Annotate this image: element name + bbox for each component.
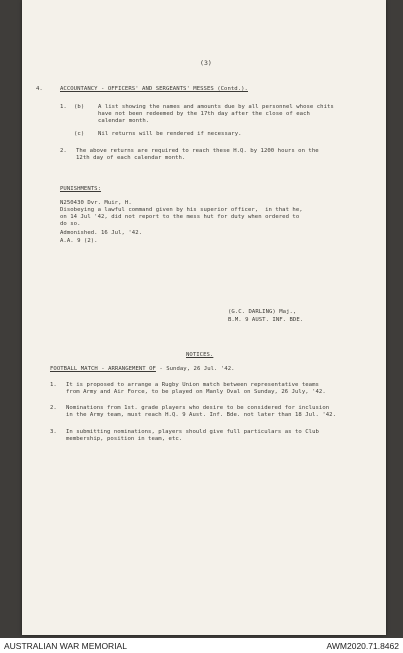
notice-1-line: from Army and Air Force, to be played on Manly Oval on Sunday, 26 July, '42. [66,389,326,395]
item-2-line: 12th day of each calendar month. [76,155,186,161]
notice-2-line: in the Army team, must reach H.Q. 9 Aust. Inf. Bde. not later than 18 Jul. '42. [66,412,336,418]
punishment-line: Disobeying a lawful command given by his superior officer, in that he, [60,207,303,213]
signature-name: (G.C. DARLING) Maj., [228,309,297,315]
footer-accession-number: AWM2020.71.8462 [326,641,399,651]
item-1-b-line: A list showing the names and amounts due by all personnel whose chits [98,104,334,110]
footer-institution: AUSTRALIAN WAR MEMORIAL [4,641,127,651]
punishment-line: Admonished. 16 Jul, '42. [60,230,143,236]
football-heading: FOOTBALL MATCH - ARRANGEMENT OF [50,366,156,372]
punishments-heading: PUNISHMENTS: [60,186,102,192]
signature-title: B.M. 9 AUST. INF. BDE. [228,317,304,323]
notice-2-number: 2. [50,405,57,411]
punishment-line: A.A. 9 (2). [60,238,98,244]
archive-footer [0,638,403,653]
document-page [22,0,386,635]
item-1-b-line: have not been redeemed by the 17th day after the close of each [98,111,310,117]
notice-1-number: 1. [50,382,57,388]
punishment-line: do so. [60,221,81,227]
notice-1-line: It is proposed to arrange a Rugby Union match between representative teams [66,382,319,388]
punishment-line: on 14 Jul '42, did not report to the mess hut for duty when ordered to [60,214,300,220]
item-1-b-line: calendar month. [98,118,150,124]
notice-3-number: 3. [50,429,57,435]
notice-3-line: In submitting nominations, players should give full particulars as to Club [66,429,319,435]
notices-heading: NOTICES. [186,352,214,358]
item-1-number: 1. [60,104,67,110]
section-title: ACCOUNTANCY - OFFICERS' AND SERGEANTS' MESSES (Contd.). [60,86,248,92]
page-number: (3) [200,59,212,67]
punishment-line: N250430 Dvr. Muir, H. [60,200,132,206]
notice-2-line: Nominations from 1st. grade players who desire to be considered for inclusion [66,405,330,411]
football-date: - Sunday, 26 Jul. '42. [155,366,235,372]
item-2-line: The above returns are required to reach these H.Q. by 1200 hours on the [76,148,319,154]
item-1-b-label: (b) [74,104,85,110]
item-2-number: 2. [60,148,67,154]
notice-3-line: membership, position in team, etc. [66,436,183,442]
item-1-c-text: Nil returns will be rendered if necessary. [98,131,242,137]
section-number: 4. [36,86,43,92]
football-heading-row [50,366,235,373]
item-1-c-label: (c) [74,131,85,137]
